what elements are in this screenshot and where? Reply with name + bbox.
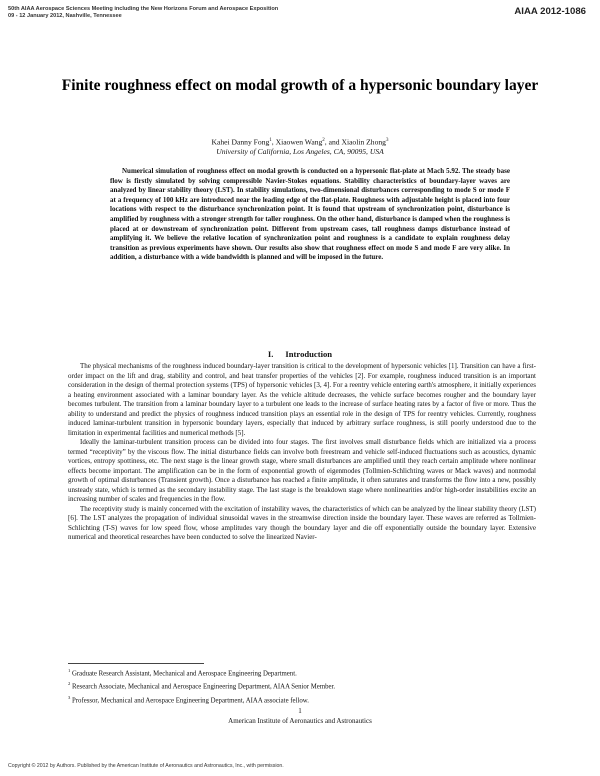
author-list	[60, 136, 540, 148]
author-separator: , and	[324, 137, 342, 147]
section-number: I.	[267, 349, 274, 359]
footnote	[68, 679, 536, 692]
author-mark: 3	[385, 138, 389, 143]
section-title: Introduction	[285, 349, 333, 359]
footnote-mark: 3	[68, 694, 71, 700]
paper-title: Finite roughness effect on modal growth of a hypersonic boundary layer	[61, 77, 539, 94]
organization-footer: American Institute of Aeronautics and Astronautics	[228, 717, 372, 725]
footnote-text: Graduate Research Assistant, Mechanical and Aerospace Engineering Department.	[72, 670, 297, 678]
affiliation: University of California, Los Angeles, CA, 90095, USA	[216, 147, 384, 156]
footnote	[68, 666, 536, 679]
footnote	[68, 693, 536, 706]
footnote-divider	[68, 663, 204, 664]
author-name: Xiaowen Wang	[275, 137, 323, 147]
conference-date: 09 - 12 January 2012, Nashville, Tennessee	[8, 13, 122, 19]
footnote-mark: 1	[68, 668, 71, 673]
body-paragraph: The physical mechanisms of the roughness induced boundary-layer transition is critical to the development of hypersonic vehicles [1]. Transition can have a first-order impact on the lift and drag, stability and control, and heat transfer properties of the vehicles [2]. For example, roughness induced transition is an important consideration in the design of thermal protection systems (TPS) of hypersonic vehicles [3, 4]. For a reentry vehicle entering earth's atmosphere, it initially experiences a heating environment associated with a laminar boundary layer. As the vehicle altitude decreases, the vehicle surface becomes rougher and the boundary layer becomes turbulent. The transition from a laminar boundary layer to a turbulent one leads to the increase of surface heating rates by a factor of five or more. Thus the ability to understand and predict the physics of roughness induced transition plays an essential role in the design of TPS for reentry vehicles. Currently, roughness induced laminar-turbulent transition in hypersonic boundary layers, especially that induced by arbitrary surface roughness, is still poorly understood due to the limitation in experimental facilities and numerical methods [5].	[68, 362, 536, 437]
body-paragraph: Ideally the laminar-turbulent transition process can be divided into four stages. The first involves small disturbance fields which are initialized via a process termed “receptivity” by the viscous flow. The initial disturbance fields can involve both freestream and vehicle self-induced fluctuations such as acoustics, dynamic vortices, entropy spottiness, etc. The next stage is the linear growth stage, where small disturbances are amplified until they reach certain amplitude where nonlinear effects become important. The amplification can be in the form of exponential growth of eigenmodes (Tollmien-Schlichting waves or Mack waves) and nonmodal growth of optimal disturbances (Transient growth). Once a disturbance has reached a finite amplitude, it often saturates and transforms the flow into a new, possibly unsteady state, which is termed as the secondary instability stage. The last stage is the breakdown stage where nonlinearities and/or high-order instabilities excite an increasing number of scales and frequencies in the flow.	[68, 438, 536, 503]
footnotes	[68, 666, 536, 706]
author-mark: 2	[322, 138, 325, 143]
copyright-notice: Copyright © 2012 by Authors. Published by the American Institute of Aeronautics and Astronautics, Inc., with permission.	[8, 763, 284, 769]
page-number: 1	[298, 707, 302, 715]
author-name: Xiaolin Zhong	[341, 137, 386, 147]
author-separator: ,	[271, 137, 276, 147]
author-mark: 1	[269, 138, 272, 143]
section-body	[68, 362, 536, 543]
conference-header	[8, 6, 478, 20]
author-name: Kahei Danny Fong	[211, 137, 270, 147]
conference-name: 50th AIAA Aerospace Sciences Meeting including the New Horizons Forum and Aerospace Exposition	[8, 6, 279, 12]
body-paragraph: The receptivity study is mainly concerned with the excitation of instability waves, the characteristics of which can be analyzed by the linear stability theory (LST) [6]. The LST analyzes the propagation of individual sinusoidal waves in the streamwise direction inside the boundary layer. These waves are referred as Tollmien-Schlichting (T-S) waves for low speed flow, whose amplitudes vary though the boundary layer and die off exponentially outside the boundary layer. Extensive numerical and theoretical researches have been conducted to solve the linearized Navier-	[68, 504, 536, 541]
section-heading	[60, 349, 540, 359]
footnote-text: Research Associate, Mechanical and Aerospace Engineering Department, AIAA Senior Member.	[72, 683, 336, 691]
paper-id: AIAA 2012-1086	[514, 6, 586, 17]
footnote-mark: 2	[68, 681, 71, 687]
footnote-text: Professor, Mechanical and Aerospace Engineering Department, AIAA associate fellow.	[72, 696, 309, 704]
abstract: Numerical simulation of roughness effect on modal growth is conducted on a hypersonic flat-plate at Mach 5.92. The steady base flow is firstly simulated by solving compressible Navier-Stokes equations. Stability characteristics of boundary-layer waves are analyzed by linear stability theory (LST). In stability simulations, two-dimensional disturbances corresponding to mode S or mode F at a frequency of 100 kHz are introduced near the leading edge of the flat-plate. Roughness with adjustable height is placed into four locations with respect to the disturbance synchronization point. It is found that upstream of synchronization point, disturbance is amplified by roughness with a stronger strength for taller roughness. On the other hand, disturbance is damped when the roughness is placed at or downstream of synchronization point. Different from upstream cases, tall roughness damps disturbance instead of amplifying it. We believe the relative location of synchronization point and roughness is a candidate to explain roughness delay transition as previous experiments have shown. Our results also show that roughness effect on mode S and mode F are very alike. In addition, a disturbance with a wide bandwidth is planned and will be imposed in the future.	[110, 167, 510, 262]
